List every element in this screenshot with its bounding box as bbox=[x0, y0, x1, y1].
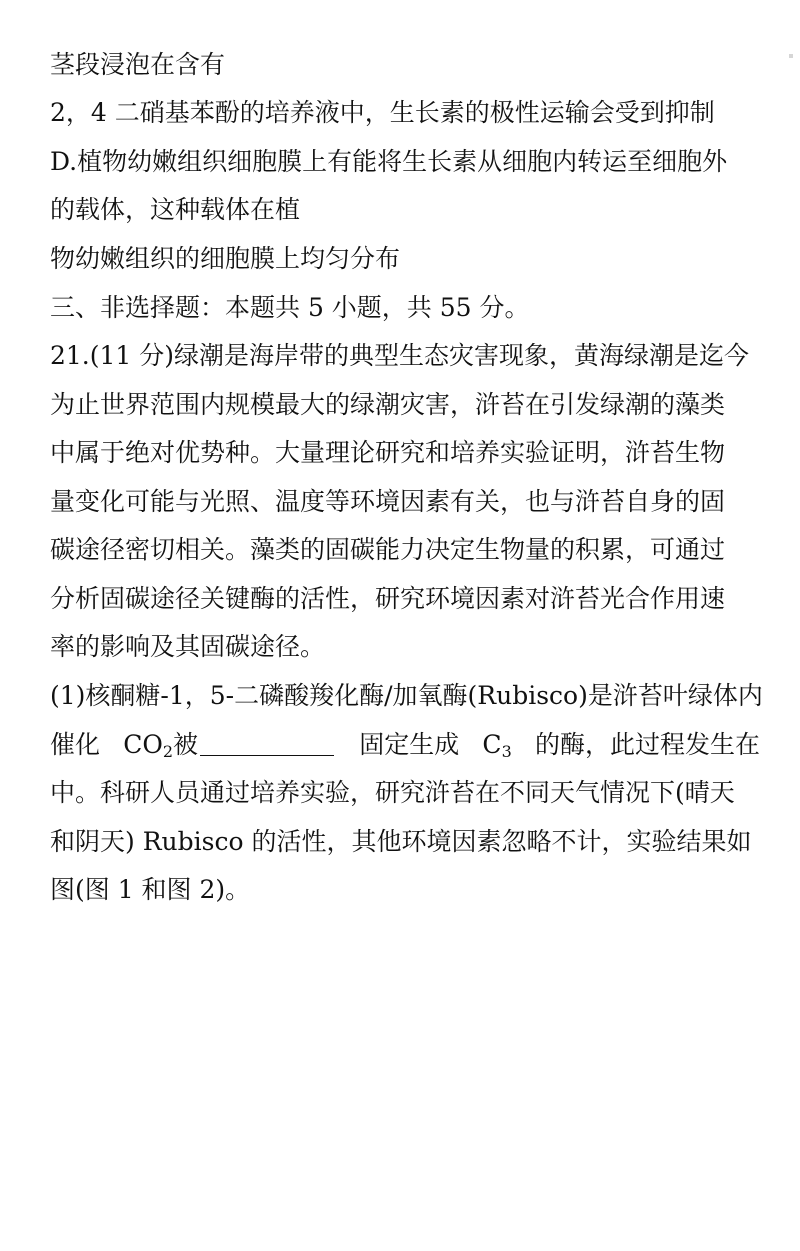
subquestion-1-line-1: (1)核酮糖-1，5-二磷酸羧化酶/加氧酶(Rubisco)是浒苔叶绿体内 bbox=[50, 681, 763, 710]
c3-formula bbox=[482, 728, 511, 769]
fill-text-by: 被 bbox=[173, 730, 199, 759]
subquestion-1-line-5: 图(图 1 和图 2)。 bbox=[50, 875, 251, 904]
fill-text-fixed: 固定生成 bbox=[359, 730, 460, 759]
text-line-2: 2，4 二硝基苯酚的培养液中，生长素的极性运输会受到抑制 bbox=[50, 98, 715, 127]
question-21-line-6: 分析固碳途径关键酶的活性，研究环境因素对浒苔光合作用速 bbox=[50, 584, 726, 613]
subquestion-1-line-3: 中。科研人员通过培养实验，研究浒苔在不同天气情况下(晴天 bbox=[50, 778, 735, 807]
co2-base: CO bbox=[123, 730, 163, 759]
answer-blank[interactable] bbox=[200, 729, 334, 756]
c3-subscript: 3 bbox=[501, 742, 512, 761]
co2-subscript: 2 bbox=[162, 742, 174, 761]
fill-text-catalyze: 催化 bbox=[50, 730, 101, 759]
question-21-line-3: 中属于绝对优势种。大量理论研究和培养实验证明，浒苔生物 bbox=[50, 438, 726, 467]
text-line-1: 茎段浸泡在含有 bbox=[50, 50, 226, 79]
fill-text-enzyme: 的酶，此过程发生在 bbox=[534, 730, 760, 759]
question-21-line-5: 碳途径密切相关。藻类的固碳能力决定生物量的积累，可通过 bbox=[50, 535, 726, 564]
text-line-4: 的载体，这种载体在植 bbox=[50, 195, 301, 224]
scan-artifact-mark bbox=[789, 54, 793, 58]
section-heading: 三、非选择题：本题共 5 小题，共 55 分。 bbox=[50, 293, 530, 322]
question-21-line-4: 量变化可能与光照、温度等环境因素有关，也与浒苔自身的固 bbox=[50, 487, 726, 516]
option-d-line: D.植物幼嫩组织细胞膜上有能将生长素从细胞内转运至细胞外 bbox=[50, 147, 728, 176]
question-21-line-2: 为止世界范围内规模最大的绿潮灾害，浒苔在引发绿潮的藻类 bbox=[50, 390, 726, 419]
text-line-5: 物幼嫩组织的细胞膜上均匀分布 bbox=[50, 244, 401, 273]
c3-base: C bbox=[482, 730, 502, 759]
co2-formula bbox=[123, 728, 336, 769]
subquestion-1-line-4: 和阴天) Rubisco 的活性，其他环境因素忽略不计，实验结果如 bbox=[50, 827, 752, 856]
question-21-line-7: 率的影响及其固碳途径。 bbox=[50, 632, 326, 661]
subquestion-1-line-2 bbox=[50, 728, 760, 769]
question-21-line-1: 21.(11 分)绿潮是海岸带的典型生态灾害现象，黄海绿潮是迄今 bbox=[50, 341, 750, 370]
